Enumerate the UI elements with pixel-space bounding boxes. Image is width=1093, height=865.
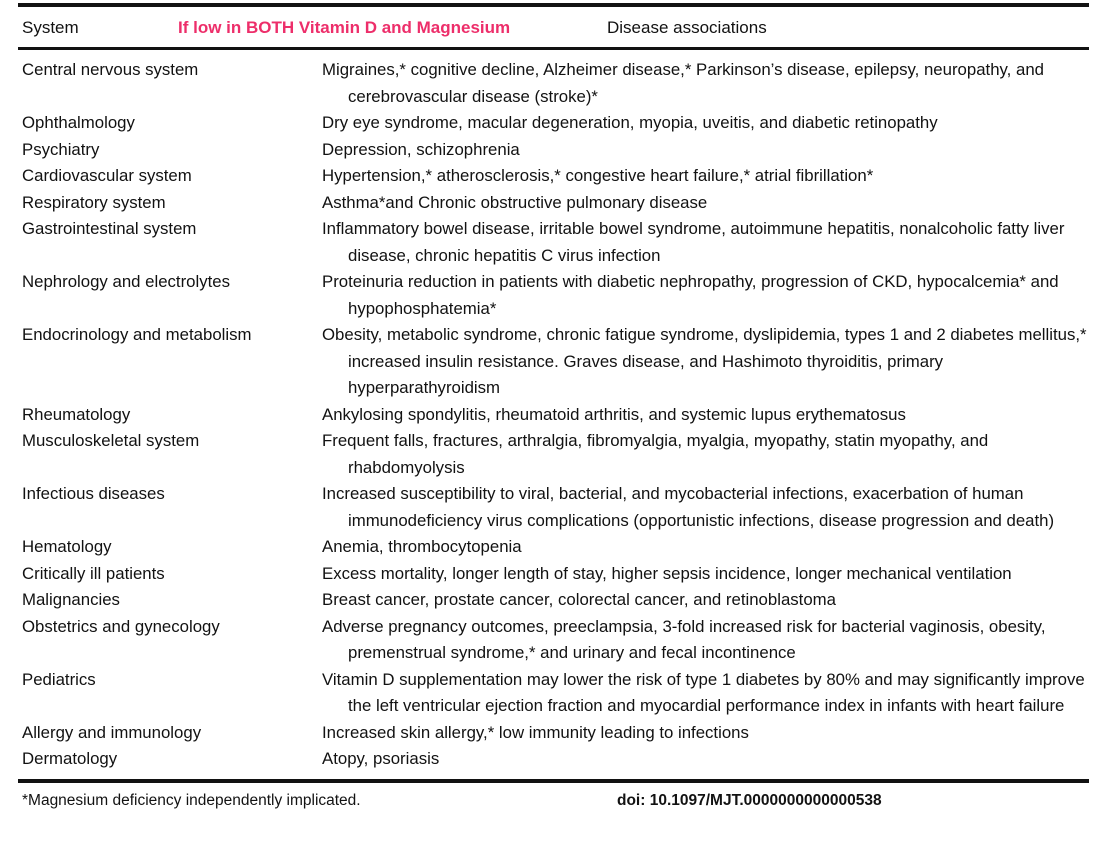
diseases-cell: Asthma*and Chronic obstructive pulmonary disease	[322, 192, 708, 212]
diseases-cell: Breast cancer, prostate cancer, colorectal cancer, and retinoblastoma	[322, 590, 836, 609]
table-row	[22, 402, 1089, 429]
table-row	[22, 137, 1089, 164]
system-cell: Obstetrics and gynecology	[22, 616, 220, 636]
diseases-cell: Dry eye syndrome, macular degeneration, myopia, uveitis, and diabetic retinopathy	[322, 113, 938, 132]
system-cell: Gastrointestinal system	[22, 219, 197, 238]
table-row	[22, 587, 1089, 614]
table-header-row	[18, 7, 1089, 50]
diseases-cell: Frequent falls, fractures, arthralgia, fibromyalgia, myalgia, myopathy, statin myopathy, and rhabdomyolysis	[322, 431, 989, 477]
diseases-cell: Vitamin D supplementation may lower the risk of type 1 diabetes by 80% and may significantly improve the left ventricular ejection fraction and myocardial performance index in infants with heart failure	[322, 669, 1085, 715]
system-cell: Allergy and immunology	[22, 722, 202, 742]
diseases-cell: Depression, schizophrenia	[322, 139, 520, 159]
header-system: System	[22, 18, 79, 37]
table-footer	[18, 779, 1089, 810]
diseases-cell: Atopy, psoriasis	[322, 749, 440, 768]
table-row	[22, 322, 1089, 402]
header-condition-note: If low in BOTH Vitamin D and Magnesium	[178, 18, 511, 37]
diseases-cell: Migraines,* cognitive decline, Alzheimer disease,* Parkinson’s disease, epilepsy, neuropathy, and cerebrovascular disease (stroke)*	[322, 60, 1045, 106]
system-cell: Rheumatology	[22, 404, 131, 424]
table-row	[22, 720, 1089, 747]
system-cell: Pediatrics	[22, 669, 96, 689]
diseases-cell: Obesity, metabolic syndrome, chronic fatigue syndrome, dyslipidemia, types 1 and 2 diabetes mellitus,* increased insulin resistance. Graves disease, and Hashimoto thyroiditis, primary hyperparathyroidism	[322, 325, 1087, 397]
header-disease-associations: Disease associations	[607, 18, 767, 37]
diseases-cell: Anemia, thrombocytopenia	[322, 537, 522, 556]
system-cell: Hematology	[22, 537, 112, 556]
footnote: *Magnesium deficiency independently implicated.	[22, 791, 361, 809]
diseases-cell: Increased skin allergy,* low immunity leading to infections	[322, 722, 749, 742]
disease-association-table	[18, 3, 1089, 810]
system-cell: Central nervous system	[22, 60, 199, 79]
diseases-cell: Excess mortality, longer length of stay, higher sepsis incidence, longer mechanical ventilation	[322, 563, 1012, 583]
system-cell: Endocrinology and metabolism	[22, 325, 252, 344]
table-row	[22, 269, 1089, 322]
system-cell: Ophthalmology	[22, 113, 135, 132]
diseases-cell: Ankylosing spondylitis, rheumatoid arthritis, and systemic lupus erythematosus	[322, 404, 906, 424]
table-row	[22, 746, 1089, 773]
diseases-cell: Increased susceptibility to viral, bacterial, and mycobacterial infections, exacerbation of human immunodeficiency virus complications (opportunistic infections, disease progression and death)	[322, 484, 1055, 530]
table-row	[22, 216, 1089, 269]
table-body	[18, 50, 1089, 779]
table-row	[22, 57, 1089, 110]
doi-text: doi: 10.1097/MJT.0000000000000538	[617, 791, 882, 809]
table-row	[22, 481, 1089, 534]
diseases-cell: Proteinuria reduction in patients with diabetic nephropathy, progression of CKD, hypocalcemia* and hypophosphatemia*	[322, 272, 1059, 318]
system-cell: Psychiatry	[22, 139, 100, 159]
system-cell: Critically ill patients	[22, 563, 165, 583]
table-row	[22, 614, 1089, 667]
system-cell: Malignancies	[22, 590, 120, 609]
table-row	[22, 428, 1089, 481]
table-row	[22, 534, 1089, 561]
system-cell: Respiratory system	[22, 192, 166, 212]
system-cell: Cardiovascular system	[22, 166, 192, 185]
diseases-cell: Adverse pregnancy outcomes, preeclampsia, 3-fold increased risk for bacterial vaginosis, obesity, premenstrual syndrome,* and urinary and fecal incontinence	[322, 616, 1046, 662]
table-row	[22, 667, 1089, 720]
system-cell: Nephrology and electrolytes	[22, 272, 231, 291]
system-cell: Musculoskeletal system	[22, 431, 200, 450]
system-cell: Infectious diseases	[22, 484, 165, 503]
table-row	[22, 561, 1089, 588]
diseases-cell: Hypertension,* atherosclerosis,* congestive heart failure,* atrial fibrillation*	[322, 166, 874, 185]
table-row	[22, 163, 1089, 190]
system-cell: Dermatology	[22, 749, 118, 768]
table-row	[22, 110, 1089, 137]
diseases-cell: Inflammatory bowel disease, irritable bowel syndrome, autoimmune hepatitis, nonalcoholic fatty liver disease, chronic hepatitis C virus infection	[322, 219, 1065, 265]
table-row	[22, 190, 1089, 217]
